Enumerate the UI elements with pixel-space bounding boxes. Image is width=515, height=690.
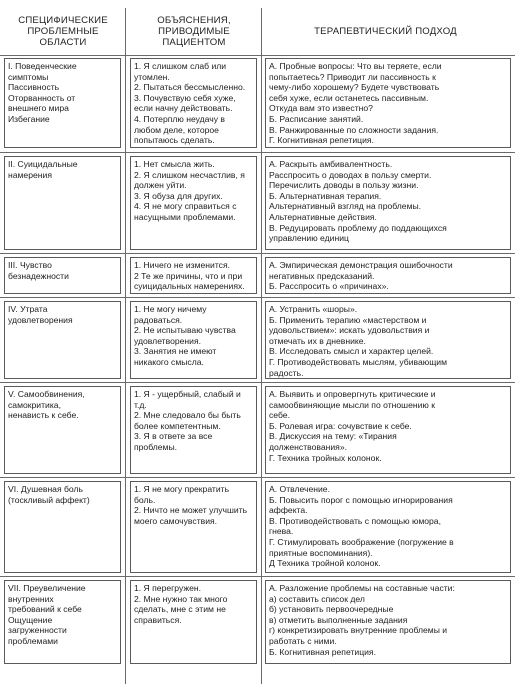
problem-area-cell: V. Самообвинения, самокритика, ненависть к себе. (8, 389, 85, 421)
patient-explanation-cell: 1. Я слишком слаб или утомлен. 2. Пытаться бессмысленно. 3. Почувствую себя хуже, если начну действовать. 4. Потерплю неудачу в любом деле, которое попытаюсь сделать. (134, 61, 246, 146)
therapeutic-approach-cell: А. Пробные вопросы: Что вы теряете, если попытаетесь? Приводит ли пассивность к чему-либо хорошему? Будете чувствовать себя хуже, если останетесь пассивным. Откуда вам это известно? Б. Расписание занятий. В. Ранжированные по сложности задания. Г. Когнитивная репетиция. (269, 61, 442, 146)
therapeutic-approach-cell: А. Отвлечение. Б. Повысить порог с помощью игнорирования аффекта. В. Противодействовать с помощью юмора, гнева. Г. Стимулировать воображение (погружение в приятные воспоминания). Д Техника тройной колонок. (269, 484, 454, 569)
problem-area-cell: III. Чувство безнадежности (8, 260, 69, 281)
header-text: ОБЛАСТИ (39, 36, 87, 48)
header-text: ТЕРАПЕВТИЧЕСКИЙ ПОДХОД (314, 25, 457, 37)
patient-explanation-cell: 1. Нет смысла жить. 2. Я слишком несчастлив, я должен уйти. 3. Я обуза для других. 4. Я не могу справиться с насущными проблемами. (134, 159, 245, 222)
problem-area-cell: VII. Преувеличение внутренних требований к себе Ощущение загруженности проблемами (8, 583, 86, 646)
patient-explanation-cell: 1. Я не могу прекратить боль. 2. Ничто не может улучшить моего самочувствия. (134, 484, 248, 526)
therapeutic-approach-cell: А. Эмпирическая демонстрация ошибочности негативных предсказаний. Б. Расспросить о «причинах». (269, 260, 453, 292)
header-text: ПАЦИЕНТОМ (162, 36, 226, 48)
problem-area-cell: IV. Утрата удовлетворения (8, 304, 73, 325)
header-therapeutic-approach (268, 8, 503, 54)
row-divider (0, 253, 515, 254)
header-text: ПРОБЛЕМНЫЕ (27, 25, 99, 37)
column-divider (125, 8, 126, 684)
therapeutic-approach-cell: А. Раскрыть амбивалентность. Расспросить о доводах в пользу смерти. Перечислить доводы в пользу жизни. Б. Альтернативная терапия. Альтернативный взгляд на проблемы. Альтернативные действия. В. Редуцировать проблему до поддающихся управлению единиц (269, 159, 447, 244)
column-divider (261, 8, 262, 684)
problem-area-cell: II. Суицидальные намерения (8, 159, 78, 180)
patient-explanation-cell: 1. Не могу ничему радоваться. 2. Не испытываю чувства удовлетворения. 3. Занятия не имеют никакого смысла. (134, 304, 236, 367)
row-divider (0, 477, 515, 478)
therapeutic-approach-cell: А. Разложение проблемы на составные части: а) составить список дел б) установить первоочередные в) отметить выполненные задания г) конкретизировать внутренние проблемы и работать с ними. Б. Когнитивная репетиция. (269, 583, 455, 657)
patient-explanation-cell: 1. Я перегружен. 2. Мне нужно так много сделать, мне с этим не справиться. (134, 583, 228, 625)
row-divider (0, 297, 515, 298)
row-divider (0, 382, 515, 383)
header-text: ПРИВОДИМЫЕ (158, 25, 230, 37)
patient-explanation-cell: 1. Ничего не изменится. 2 Те же причины, что и при суицидальных намерениях. (134, 260, 245, 292)
problem-area-cell: I. Поведенческие симптомы Пассивность Оторванность от внешнего мира Избегание (8, 61, 77, 124)
row-divider (0, 576, 515, 577)
row-divider (0, 152, 515, 153)
header-patient-explanations (134, 8, 254, 54)
therapeutic-approach-cell: А. Устранить «шоры». Б. Применить терапию «мастерством и удовольствием»: искать удовольствия и отмечать их в дневнике. В. Исследовать смысл и характер целей. Г. Противодействовать мыслям, убивающим радость. (269, 304, 447, 378)
header-text: СПЕЦИФИЧЕСКИЕ (18, 14, 108, 26)
row-divider (0, 55, 515, 56)
therapeutic-approach-cell: А. Выявить и опровергнуть критические и самообвиняющие мысли по отношению к себе. Б. Ролевая игра: сочувствие к себе. В. Дискуссия на тему: «Тирания долженствования». Г. Техника тройных колонок. (269, 389, 436, 463)
problem-area-cell: VI. Душевная боль (тоскливый аффект) (8, 484, 90, 505)
patient-explanation-cell: 1. Я - ущербный, слабый и т.д. 2. Мне следовало бы быть более компетентным. 3. Я в ответе за все проблемы. (134, 389, 241, 452)
header-text: ОБЪЯСНЕНИЯ, (157, 14, 231, 26)
header-problem-areas (8, 8, 118, 54)
table-header (0, 8, 515, 54)
